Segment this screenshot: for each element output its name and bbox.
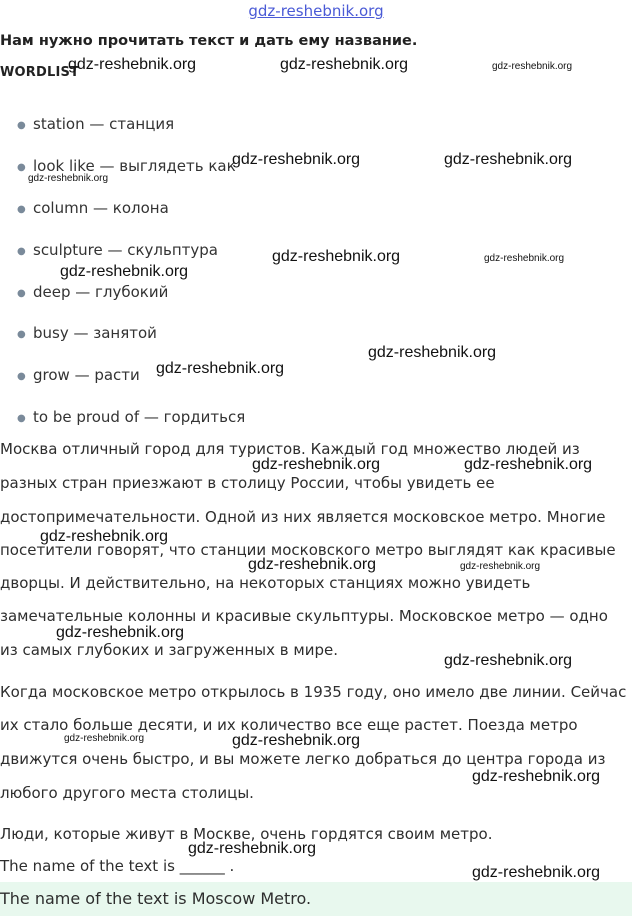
watermark: gdz-reshebnik.org (28, 173, 109, 184)
watermark: gdz-reshebnik.org (492, 61, 573, 72)
text-line: движутся очень быстро, и вы можете легко добраться до центра города из (0, 750, 606, 768)
text-line: дворцы. И действительно, на некоторых станциях можно увидеть (0, 574, 531, 592)
text-line: любого другого места столицы. (0, 784, 254, 802)
watermark: gdz-reshebnik.org (60, 263, 189, 280)
wordlist-item: busy — занятой (33, 324, 157, 342)
watermark: gdz-reshebnik.org (248, 556, 377, 573)
wordlist-item: look like — выглядеть как (33, 157, 236, 175)
wordlist-title: WORDLIST (0, 65, 80, 80)
watermark: gdz-reshebnik.org (460, 561, 541, 572)
watermark: gdz-reshebnik.org (272, 248, 401, 265)
watermark: gdz-reshebnik.org (444, 652, 573, 669)
watermark: gdz-reshebnik.org (156, 360, 285, 377)
text-line: посетители говорят, что станции московского метро выглядят как красивые (0, 541, 616, 559)
text-line: Москва отличный город для туристов. Каждый год множество людей из (0, 440, 580, 458)
site-link[interactable]: gdz-reshebnik.org (248, 2, 384, 20)
bullet-icon: ● (17, 162, 26, 173)
wordlist-item: deep — глубокий (33, 283, 169, 301)
watermark: gdz-reshebnik.org (484, 253, 565, 264)
wordlist-item: to be proud of — гордиться (33, 408, 246, 426)
watermark: gdz-reshebnik.org (472, 768, 601, 785)
watermark: gdz-reshebnik.org (56, 624, 185, 641)
bullet-icon: ● (17, 371, 26, 382)
bullet-icon: ● (17, 288, 26, 299)
text-line: Люди, которые живут в Москве, очень гордятся своим метро. (0, 825, 493, 843)
bullet-icon: ● (17, 246, 26, 257)
bullet-icon: ● (17, 204, 26, 215)
watermark: gdz-reshebnik.org (472, 864, 601, 881)
text-line: достопримечательности. Одной из них является московское метро. Многие (0, 508, 606, 526)
text-line: из самых глубоких и загруженных в мире. (0, 641, 338, 659)
watermark: gdz-reshebnik.org (64, 733, 145, 744)
watermark: gdz-reshebnik.org (368, 344, 497, 361)
bullet-icon: ● (17, 329, 26, 340)
question-line: The name of the text is ______ . (0, 857, 235, 875)
watermark: gdz-reshebnik.org (232, 732, 361, 749)
bullet-icon: ● (17, 120, 26, 131)
wordlist-item: station — станция (33, 115, 175, 133)
watermark: gdz-reshebnik.org (232, 151, 361, 168)
watermark: gdz-reshebnik.org (280, 56, 409, 73)
text-line: разных стран приезжают в столицу России, чтобы увидеть ее (0, 474, 495, 492)
watermark: gdz-reshebnik.org (444, 151, 573, 168)
watermark: gdz-reshebnik.org (464, 456, 593, 473)
bullet-icon: ● (17, 413, 26, 424)
text-line: Когда московское метро открылось в 1935 году, оно имело две линии. Сейчас (0, 683, 627, 701)
text-line: их стало больше десяти, и их количество все еще растет. Поезда метро (0, 716, 578, 734)
task-instruction: Нам нужно прочитать текст и дать ему название. (0, 33, 418, 49)
wordlist-item: sculpture — скульптура (33, 241, 218, 259)
watermark: gdz-reshebnik.org (188, 840, 317, 857)
watermark: gdz-reshebnik.org (68, 56, 197, 73)
answer-text: The name of the text is Moscow Metro. (0, 889, 312, 908)
wordlist-item: column — колона (33, 199, 169, 217)
wordlist-item: grow — расти (33, 366, 140, 384)
watermark: gdz-reshebnik.org (40, 528, 169, 545)
text-line: замечательные колонны и красивые скульптуры. Московское метро — одно (0, 607, 608, 625)
watermark: gdz-reshebnik.org (252, 456, 381, 473)
